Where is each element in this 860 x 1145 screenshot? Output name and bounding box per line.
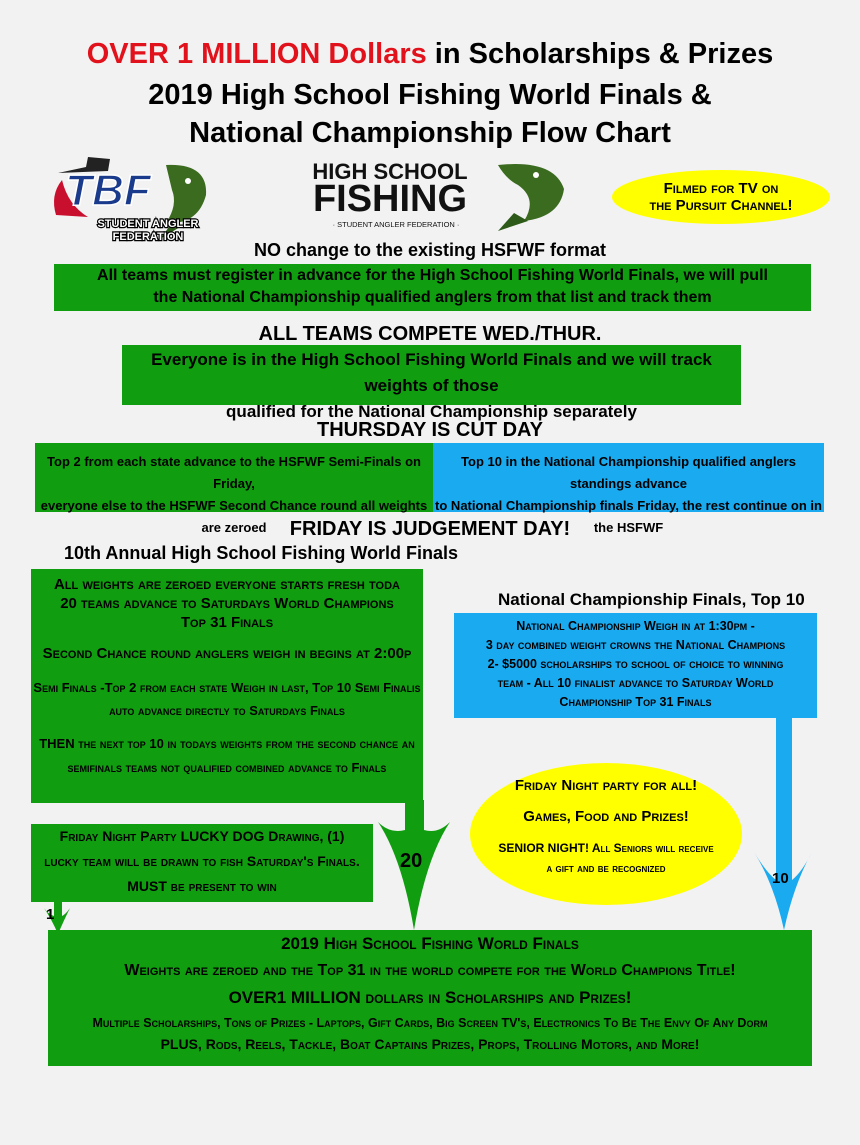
compete-line-2: qualified for the National Championship separately xyxy=(226,402,637,421)
tbf-logo-text: TBF xyxy=(65,166,151,215)
friday-heading: FRIDAY IS JUDGEMENT DAY! xyxy=(289,518,571,540)
party-line-1: Friday Night party for all! xyxy=(514,777,698,794)
finals-line-4: Multiple Scholarships, Tons of Prizes - Laptops, Gift Cards, Big Screen TV's, Electronics To Be The Envy Of Any Dorm xyxy=(92,1016,768,1030)
finals-box xyxy=(48,930,812,1066)
register-line-1: All teams must register in advance for the High School Fishing World Finals, we will pull xyxy=(97,267,768,284)
party-line-2: Games, Food and Prizes! xyxy=(523,808,689,825)
compete-heading: ALL TEAMS COMPETE WED./THUR. xyxy=(258,323,602,345)
lucky-dog-line-2: lucky team will be drawn to fish Saturday's Finals. xyxy=(44,853,360,869)
finals-line-1: 2019 High School Fishing World Finals xyxy=(281,934,579,953)
arrow-left-label: 1 xyxy=(46,906,55,923)
finals-line-3: OVER1 MILLION dollars in Scholarships and Prizes! xyxy=(228,988,632,1007)
thursday-left-line-1: Top 2 from each state advance to the HSFWF Semi-Finals on Friday, xyxy=(47,454,421,491)
party-line-3: SENIOR NIGHT! All Seniors will receive xyxy=(498,841,714,855)
hsf-logo-line1: HIGH SCHOOL xyxy=(312,159,468,184)
no-change-heading: NO change to the existing HSFWF format xyxy=(253,240,607,260)
national-finals-box xyxy=(454,613,817,718)
hsf-logo-tag: · STUDENT ANGLER FEDERATION · xyxy=(332,220,460,229)
register-line-2: the National Championship qualified anglers from that list and track them xyxy=(153,289,712,306)
title-rest: in Scholarships & Prizes xyxy=(426,38,774,70)
world-finals-title: 10th Annual High School Fishing World Finals xyxy=(64,543,459,563)
world-finals-line-4: Second Chance round anglers weigh in begins at 2:00p xyxy=(42,645,412,662)
national-finals-line-1: National Championship Weigh in at 1:30pm - xyxy=(516,619,755,633)
party-ellipse xyxy=(470,763,742,905)
national-finals-line-3: 2- $5000 scholarships to school of choice to winning xyxy=(487,657,784,671)
tv-note-line1: Filmed for TV on xyxy=(663,180,779,197)
title-line-2: 2019 High School Fishing World Finals & xyxy=(148,79,712,111)
national-finals-line-2: 3 day combined weight crowns the National Champions xyxy=(485,638,786,652)
finals-line-5: PLUS, Rods, Reels, Tackle, Boat Captains Prizes, Props, Trolling Motors, and More! xyxy=(160,1036,700,1052)
finals-line-2: Weights are zeroed and the Top 31 in the world compete for the World Champions Title! xyxy=(124,962,736,979)
national-finals-title: National Championship Finals, Top 10 xyxy=(498,590,805,609)
title-highlight: OVER 1 MILLION Dollars xyxy=(86,38,427,70)
national-finals-line-5: Championship Top 31 Finals xyxy=(559,695,712,709)
thursday-right-line-1: Top 10 in the National Championship qualified anglers standings advance xyxy=(461,454,796,491)
world-finals-line-2: 20 teams advance to Saturdays World Champions xyxy=(60,595,394,612)
party-line-4: a gift and be recognized xyxy=(546,861,666,875)
tbf-logo-sub2: FEDERATION xyxy=(112,231,184,243)
lucky-dog-box xyxy=(31,824,373,902)
arrow-middle-label: 20 xyxy=(400,850,423,872)
lucky-dog-line-1: Friday Night Party LUCKY DOG Drawing, (1) xyxy=(59,828,345,844)
world-finals-line-1: All weights are zeroed everyone starts fresh toda xyxy=(54,576,400,593)
thursday-right-line-2: to National Championship finals Friday, the rest continue on in the HSFWF xyxy=(435,498,822,535)
national-finals-line-4: team - All 10 finalist advance to Saturday World xyxy=(497,676,774,690)
title-line-3: National Championship Flow Chart xyxy=(189,117,671,149)
world-finals-line-8: semifinals teams not qualified combined advance to Finals xyxy=(67,760,387,775)
world-finals-box xyxy=(31,569,423,803)
world-finals-line-3: Top 31 Finals xyxy=(180,614,274,631)
tv-note-line2: the Pursuit Channel! xyxy=(649,197,793,214)
world-finals-line-7: THEN the next top 10 in todays weights from the second chance an xyxy=(39,736,415,751)
lucky-dog-line-3: MUST be present to win xyxy=(127,878,277,894)
tbf-logo-sub1: STUDENT ANGLER xyxy=(97,218,199,230)
arrow-right-label: 10 xyxy=(772,870,789,887)
thursday-heading: THURSDAY IS CUT DAY xyxy=(317,419,543,441)
hsf-logo-line2: FISHING xyxy=(312,178,468,220)
world-finals-line-6: auto advance directly to Saturdays Finals xyxy=(109,703,345,718)
arrow-right xyxy=(754,712,812,930)
world-finals-line-5: Semi Finals -Top 2 from each state Weigh in last, Top 10 Semi Finalis xyxy=(33,680,421,695)
compete-line-1: Everyone is in the High School Fishing World Finals and we will track weights of those xyxy=(151,350,712,395)
thursday-left-line-2: everyone else to the HSFWF Second Chance round all weights are zeroed xyxy=(40,498,428,535)
